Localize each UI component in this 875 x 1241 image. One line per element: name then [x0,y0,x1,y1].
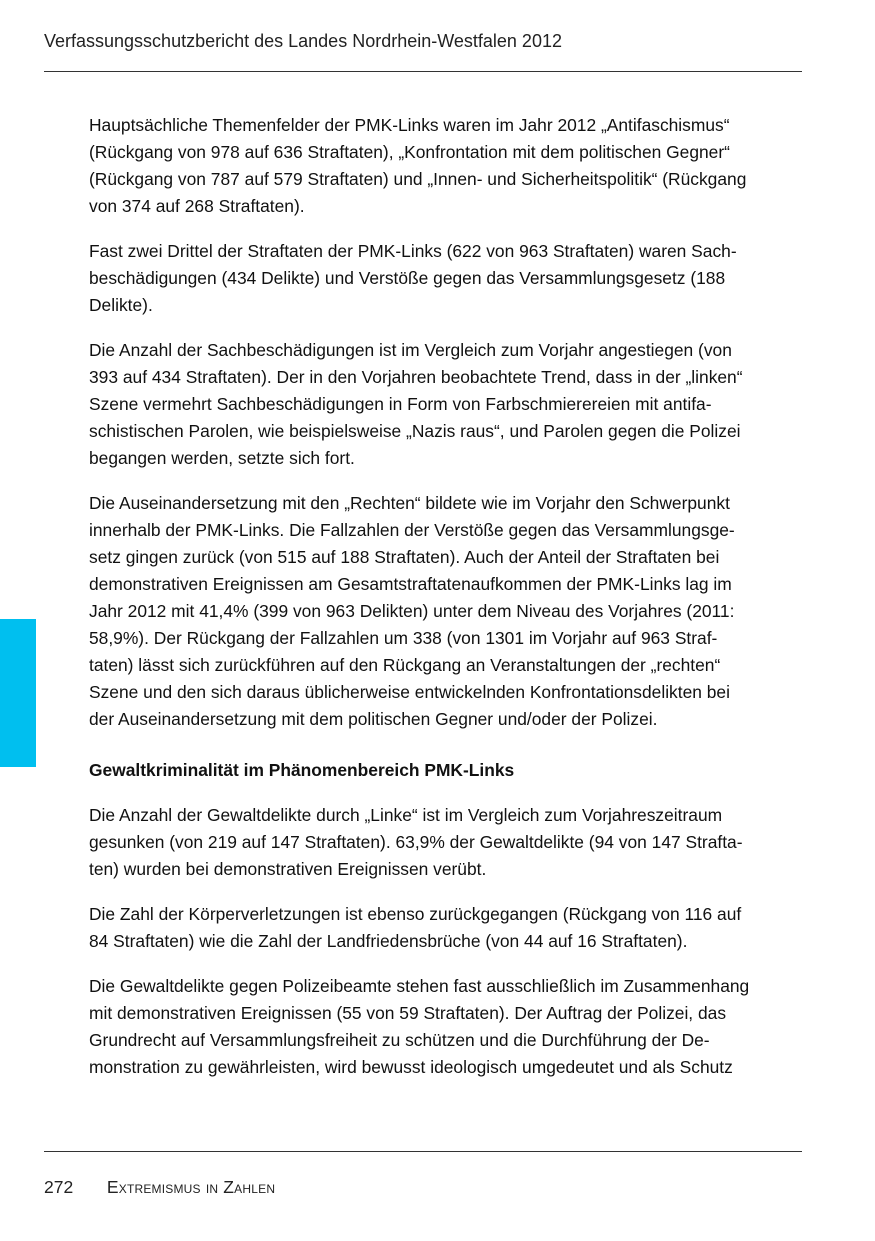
text-line: 84 Straftaten) wie die Zahl der Landfriedensbrüche (von 44 auf 16 Straftaten). [89,931,688,951]
paragraph-2 [89,238,802,319]
text-line: setz gingen zurück (von 515 auf 188 Straftaten). Auch der Anteil der Straftaten bei [89,547,720,567]
text-line: Fast zwei Drittel der Straftaten der PMK-Links (622 von 963 Straftaten) waren Sach- [89,241,737,261]
footer-divider [44,1151,802,1152]
text-line: Jahr 2012 mit 41,4% (399 von 963 Delikten) unter dem Niveau des Vorjahres (2011: [89,601,735,621]
paragraph-3 [89,337,802,472]
text-line: beschädigungen (434 Delikte) und Verstöße gegen das Versammlungsgesetz (188 [89,268,726,288]
text-line: von 374 auf 268 Straftaten). [89,196,305,216]
chapter-title: Extremismus in Zahlen [106,1177,276,1197]
paragraph-1 [89,112,802,220]
text-line: ten) wurden bei demonstrativen Ereignissen verübt. [89,859,487,879]
paragraph-5 [89,802,802,883]
text-line: Szene vermehrt Sachbeschädigungen in Form von Farbschmierereien mit antifa- [89,394,712,414]
section-heading: Gewaltkriminalität im Phänomenbereich PMK-Links [89,760,515,780]
paragraph-7 [89,973,802,1081]
report-title: Verfassungsschutzbericht des Landes Nordrhein-Westfalen 2012 [44,31,562,51]
paragraph-4 [89,490,802,733]
text-line: Die Auseinandersetzung mit den „Rechten“ bildete wie im Vorjahr den Schwerpunkt [89,493,730,513]
text-line: schistischen Parolen, wie beispielsweise „Nazis raus“, und Parolen gegen die Polizei [89,421,741,441]
text-line: gesunken (von 219 auf 147 Straftaten). 63,9% der Gewaltdelikte (94 von 147 Strafta- [89,832,743,852]
text-line: Szene und den sich daraus üblicherweise entwickelnden Konfrontationsdelikten bei [89,682,730,702]
page-number: 272 [44,1177,74,1197]
text-line: taten) lässt sich zurückführen auf den Rückgang an Veranstaltungen der „rechten“ [89,655,721,675]
text-line: der Auseinandersetzung mit dem politischen Gegner und/oder der Polizei. [89,709,658,729]
text-line: (Rückgang von 787 auf 579 Straftaten) und „Innen- und Sicherheitspolitik“ (Rückgang [89,169,747,189]
text-line: begangen werden, setzte sich fort. [89,448,355,468]
text-line: demonstrativen Ereignissen am Gesamtstraftatenaufkommen der PMK-Links lag im [89,574,732,594]
text-line: Die Anzahl der Sachbeschädigungen ist im Vergleich zum Vorjahr angestiegen (von [89,340,732,360]
main-text [89,112,802,1099]
text-line: (Rückgang von 978 auf 636 Straftaten), „Konfrontation mit dem politischen Gegner“ [89,142,730,162]
text-line: mit demonstrativen Ereignissen (55 von 59 Straftaten). Der Auftrag der Polizei, das [89,1003,727,1023]
text-line: Die Zahl der Körperverletzungen ist ebenso zurückgegangen (Rückgang von 116 auf [89,904,742,924]
text-line: Die Gewaltdelikte gegen Polizeibeamte stehen fast ausschließlich im Zusammenhang [89,976,750,996]
text-line: 393 auf 434 Straftaten). Der in den Vorjahren beobachtete Trend, dass in der „linken“ [89,367,743,387]
running-footer [44,1175,275,1199]
text-line: Grundrecht auf Versammlungsfreiheit zu schützen und die Durchführung der De- [89,1030,710,1050]
chapter-marker-tab [0,619,36,767]
header-divider [44,71,802,72]
text-line: monstration zu gewährleisten, wird bewusst ideologisch umgedeutet und als Schutz [89,1057,733,1077]
text-line: Delikte). [89,295,153,315]
text-line: Hauptsächliche Themenfelder der PMK-Links waren im Jahr 2012 „Antifaschismus“ [89,115,730,135]
paragraph-6 [89,901,802,955]
text-line: Die Anzahl der Gewaltdelikte durch „Linke“ ist im Vergleich zum Vorjahreszeitraum [89,805,723,825]
text-line: 58,9%). Der Rückgang der Fallzahlen um 338 (von 1301 im Vorjahr auf 963 Straf- [89,628,718,648]
text-line: innerhalb der PMK-Links. Die Fallzahlen der Verstöße gegen das Versammlungsge- [89,520,735,540]
